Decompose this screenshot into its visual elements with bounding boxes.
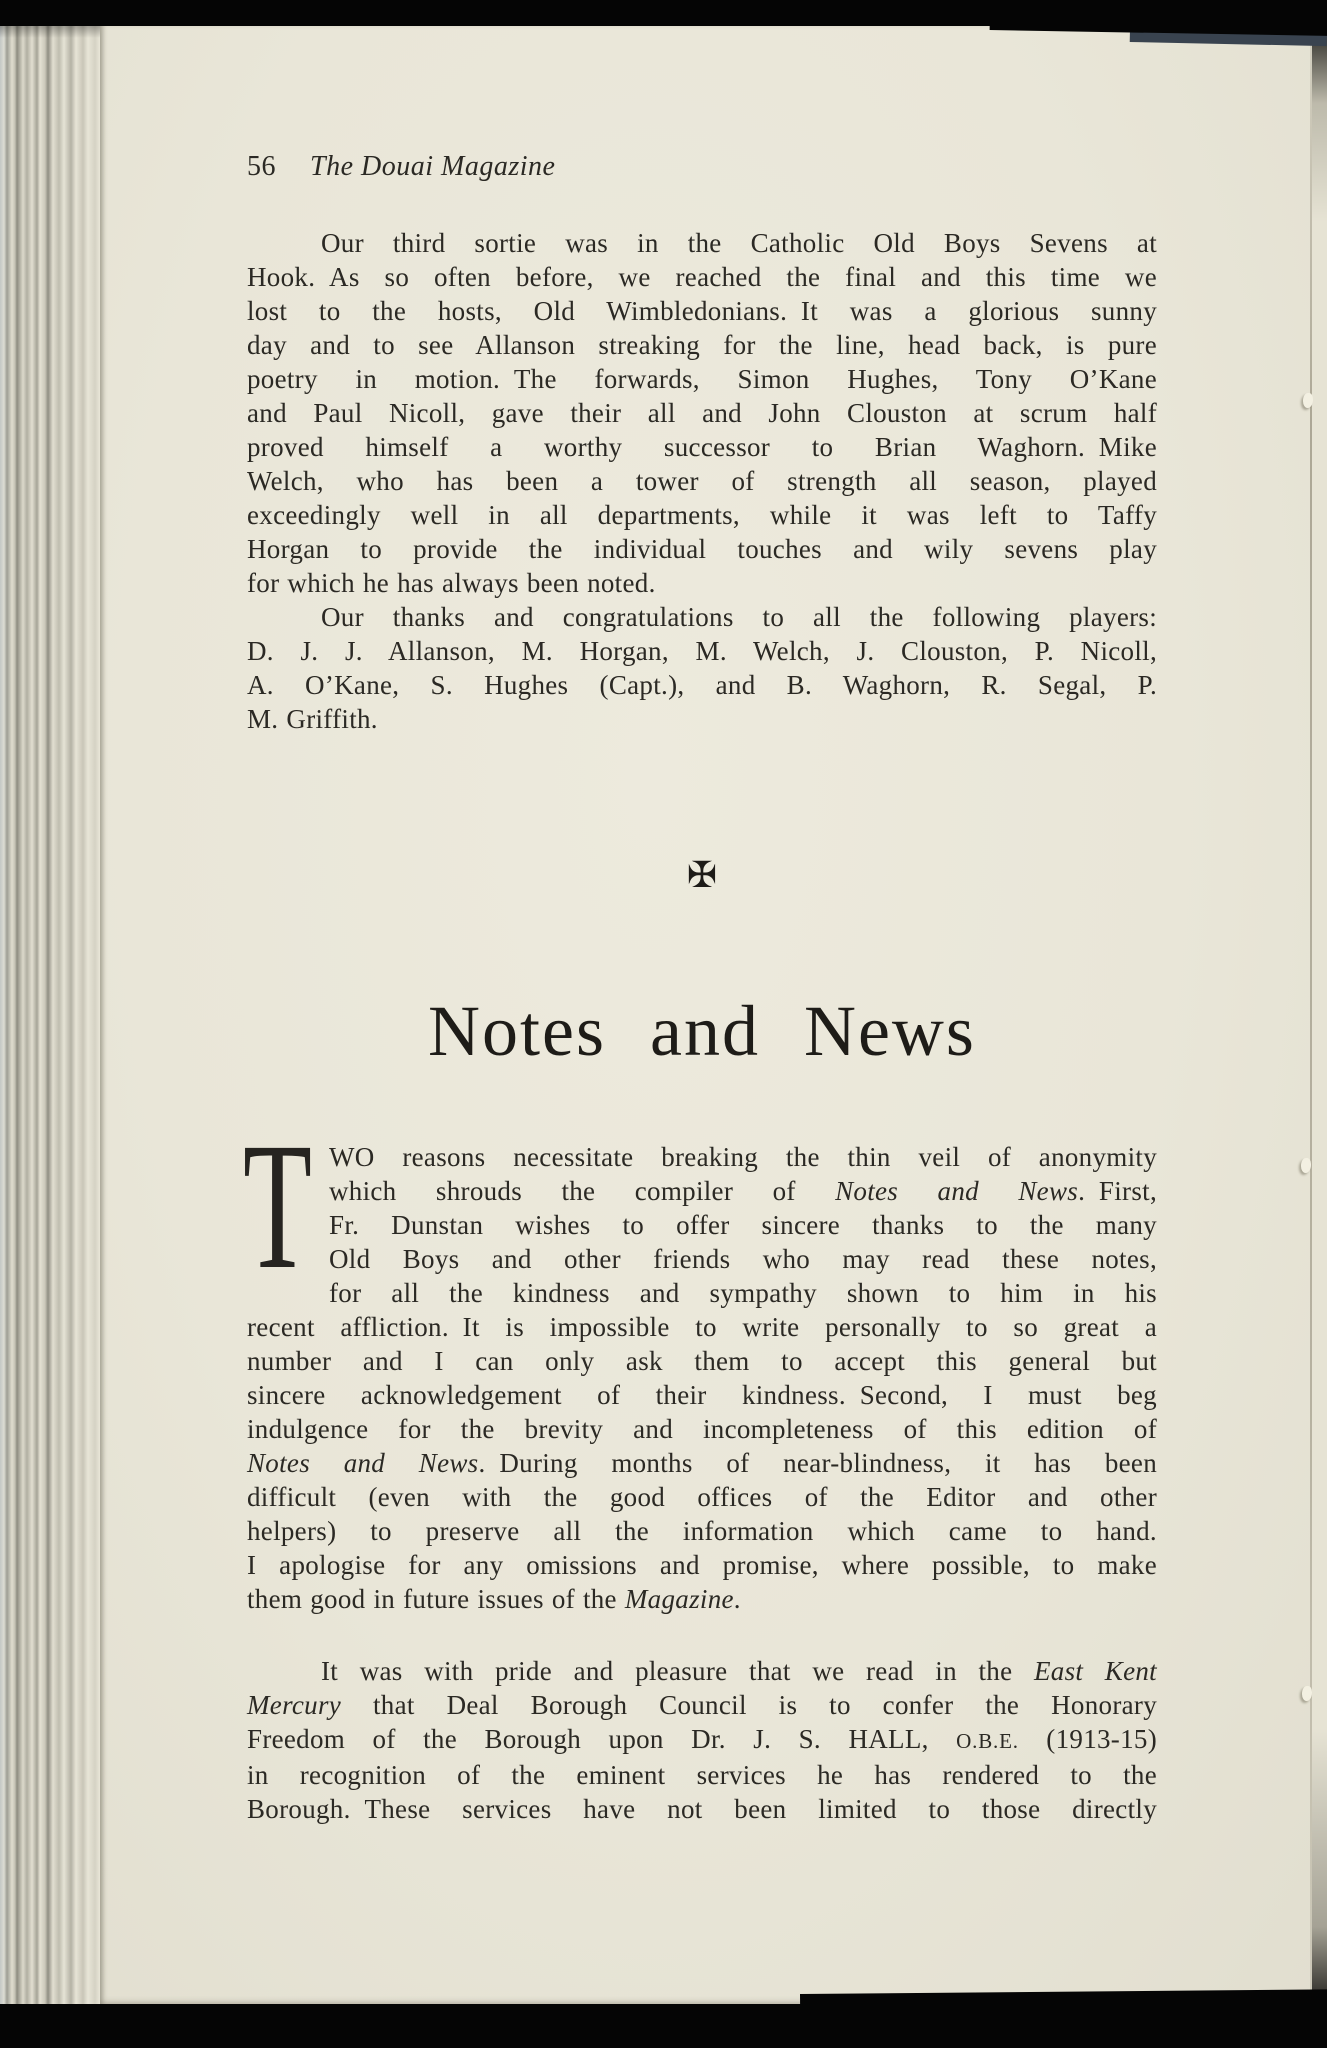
paragraph-notes-intro bbox=[243, 1106, 1157, 1616]
text-segment: Old Boys and other friends who may read these notes, bbox=[329, 1244, 1157, 1274]
text-line bbox=[247, 566, 1157, 600]
text-segment: (1913-15) bbox=[1018, 1724, 1157, 1754]
text-line bbox=[247, 600, 1157, 634]
text-segment: M. Griffith. bbox=[247, 704, 378, 734]
text-segment: O.B.E. bbox=[956, 1729, 1019, 1753]
text-line bbox=[247, 1514, 1157, 1548]
text-segment: Our third sortie was in the Catholic Old Boys Sevens at bbox=[321, 228, 1157, 258]
text-line bbox=[247, 634, 1157, 668]
text-line bbox=[247, 1446, 1157, 1480]
text-segment: Our thanks and congratulations to all the following players: bbox=[321, 602, 1157, 632]
text-segment: poetry in motion. The forwards, Simon Hughes, Tony O’Kane bbox=[247, 364, 1157, 394]
text-segment: and Paul Nicoll, gave their all and John Clouston at scrum half bbox=[247, 398, 1157, 428]
running-header bbox=[247, 151, 555, 183]
text-line bbox=[247, 1276, 1157, 1310]
background-top bbox=[0, 0, 1327, 26]
text-segment: lost to the hosts, Old Wimbledonians. It was a glorious sunny bbox=[247, 296, 1157, 326]
text-segment: sincere acknowledgement of their kindness. Second, I must beg bbox=[247, 1380, 1157, 1410]
text-segment: recent affliction. It is impossible to write personally to so great a bbox=[247, 1312, 1157, 1342]
page-number: 56 bbox=[247, 151, 276, 182]
text-segment: that Deal Borough Council is to confer the Honorary bbox=[341, 1690, 1157, 1720]
section-title: Notes and News bbox=[428, 991, 976, 1071]
magazine-title: The Douai Magazine bbox=[310, 151, 556, 182]
text-line bbox=[247, 1722, 1157, 1758]
deal-freedom-block bbox=[247, 1654, 1157, 1826]
text-segment: Freedom of the Borough upon Dr. J. S. HALL, bbox=[247, 1724, 957, 1754]
magazine-page bbox=[100, 24, 1327, 2006]
dropcap-letter: T bbox=[243, 1106, 313, 1307]
text-segment: indulgence for the brevity and incompleteness of this edition of bbox=[247, 1414, 1157, 1444]
text-line bbox=[247, 668, 1157, 702]
text-segment: Magazine bbox=[624, 1584, 734, 1614]
text-line bbox=[247, 1548, 1157, 1582]
text-segment: proved himself a worthy successor to Brian Waghorn. Mike bbox=[247, 432, 1157, 462]
text-segment: day and to see Allanson streaking for the line, head back, is pure bbox=[247, 330, 1157, 360]
text-segment: . During months of near-blindness, it has been bbox=[478, 1448, 1157, 1478]
text-segment: Horgan to provide the individual touches and wily sevens play bbox=[247, 534, 1157, 564]
text-line bbox=[247, 430, 1157, 464]
paragraph-player-thanks bbox=[247, 600, 1157, 736]
text-line bbox=[247, 226, 1157, 260]
text-segment: difficult (even with the good offices of the Editor and other bbox=[247, 1482, 1157, 1512]
text-segment: I apologise for any omissions and promise, where possible, to make bbox=[247, 1550, 1157, 1580]
text-line bbox=[247, 1344, 1157, 1378]
text-segment: which shrouds the compiler of bbox=[329, 1176, 836, 1206]
book-page-edges bbox=[0, 24, 100, 2004]
text-segment: A. O’Kane, S. Hughes (Capt.), and B. Waghorn, R. Segal, P. bbox=[247, 670, 1157, 700]
text-line bbox=[247, 1378, 1157, 1412]
text-line bbox=[247, 1242, 1157, 1276]
text-line bbox=[247, 1654, 1157, 1688]
text-line bbox=[247, 1310, 1157, 1344]
text-line bbox=[247, 1792, 1157, 1826]
text-segment: . First, bbox=[1078, 1176, 1157, 1206]
text-segment: East Kent bbox=[1033, 1656, 1157, 1686]
text-line bbox=[247, 260, 1157, 294]
text-line bbox=[247, 498, 1157, 532]
text-segment: in recognition of the eminent services he has rendered to the bbox=[247, 1760, 1157, 1790]
text-line bbox=[247, 1582, 1157, 1616]
text-line bbox=[247, 362, 1157, 396]
text-segment: them good in future issues of the bbox=[247, 1584, 625, 1614]
ornament-cross-icon: ✠ bbox=[686, 855, 718, 895]
text-line bbox=[247, 1412, 1157, 1446]
text-segment: for which he has always been noted. bbox=[247, 568, 656, 598]
notes-intro-block bbox=[243, 1106, 1157, 1616]
text-segment: WO reasons necessitate breaking the thin veil of anonymity bbox=[329, 1142, 1157, 1172]
text-segment: It was with pride and pleasure that we read in the bbox=[321, 1656, 1034, 1686]
text-segment: helpers) to preserve all the information which came to hand. bbox=[247, 1516, 1157, 1546]
text-line bbox=[247, 1480, 1157, 1514]
text-segment: Mercury bbox=[247, 1690, 342, 1720]
text-segment: Welch, who has been a tower of strength all season, played bbox=[247, 466, 1157, 496]
text-line bbox=[247, 1174, 1157, 1208]
text-segment: number and I can only ask them to accept this general but bbox=[247, 1346, 1157, 1376]
text-line bbox=[247, 328, 1157, 362]
paragraph-hall-honour bbox=[247, 1654, 1157, 1826]
text-segment: Fr. Dunstan wishes to offer sincere thanks to the many bbox=[329, 1210, 1157, 1240]
text-segment: . bbox=[733, 1584, 741, 1614]
text-line bbox=[247, 1140, 1157, 1174]
text-line bbox=[247, 1758, 1157, 1792]
text-line bbox=[247, 702, 1157, 736]
background-bottom bbox=[0, 2004, 1327, 2048]
text-segment: Borough. These services have not been limited to those directly bbox=[247, 1794, 1157, 1824]
text-line bbox=[247, 532, 1157, 566]
text-segment: Hook. As so often before, we reached the final and this time we bbox=[247, 262, 1157, 292]
text-segment: Notes and News bbox=[247, 1448, 479, 1478]
text-segment: exceedingly well in all departments, while it was left to Taffy bbox=[247, 500, 1157, 530]
paragraph-sport-report bbox=[247, 226, 1157, 600]
text-line bbox=[247, 1208, 1157, 1242]
page-fold-edge bbox=[1312, 24, 1327, 2006]
text-segment: Notes and News bbox=[835, 1176, 1079, 1206]
text-line bbox=[247, 464, 1157, 498]
sport-report-block bbox=[247, 226, 1157, 736]
text-segment: for all the kindness and sympathy shown to him in his bbox=[329, 1278, 1157, 1308]
text-segment: D. J. J. Allanson, M. Horgan, M. Welch, J. Clouston, P. Nicoll, bbox=[247, 636, 1157, 666]
text-line bbox=[247, 1688, 1157, 1722]
text-line bbox=[247, 294, 1157, 328]
text-line bbox=[247, 396, 1157, 430]
